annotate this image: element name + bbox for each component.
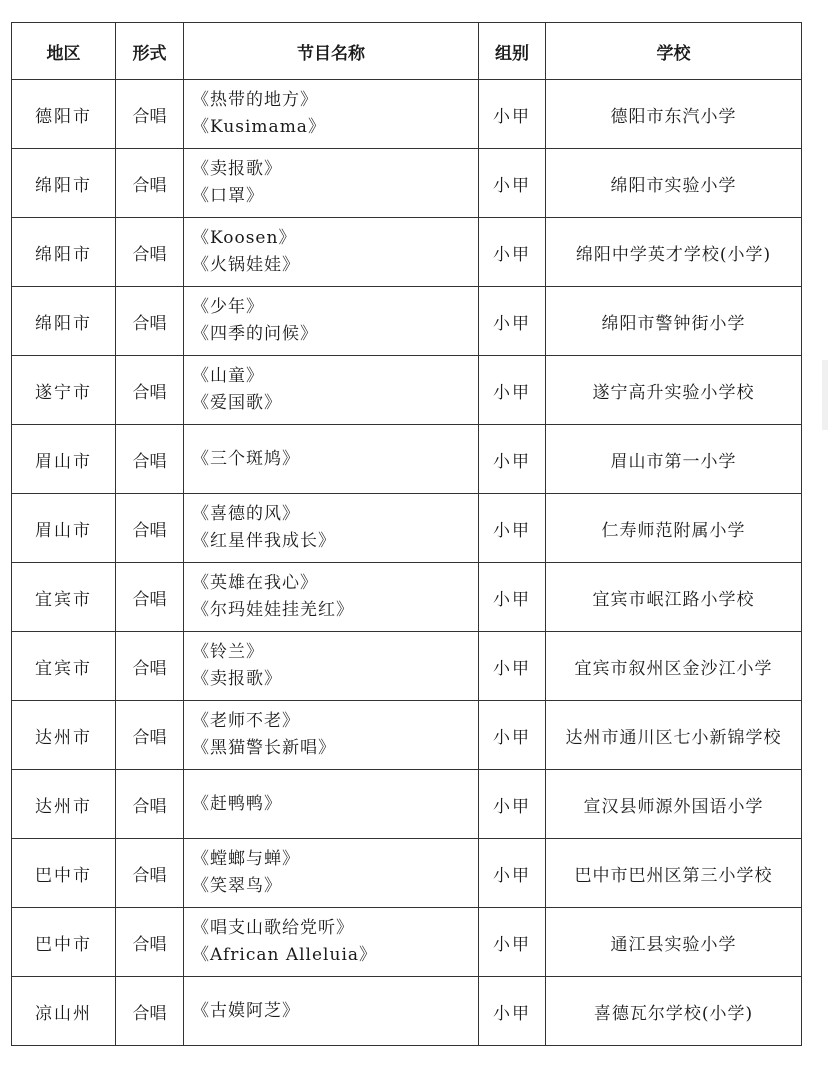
program-title: 《笑翠鸟》 bbox=[192, 876, 282, 896]
table-row bbox=[12, 80, 802, 149]
program-title: 《山童》 bbox=[192, 366, 264, 386]
cell-form: 合唱 bbox=[116, 425, 184, 494]
cell-region: 达州市 bbox=[12, 701, 116, 770]
cell-form: 合唱 bbox=[116, 287, 184, 356]
cell-form: 合唱 bbox=[116, 632, 184, 701]
cell-school: 宜宾市岷江路小学校 bbox=[546, 563, 802, 632]
table-row bbox=[12, 563, 802, 632]
cell-form: 合唱 bbox=[116, 701, 184, 770]
header-row bbox=[12, 23, 802, 80]
cell-group: 小甲 bbox=[479, 632, 546, 701]
cell-region: 宜宾市 bbox=[12, 563, 116, 632]
cell-group: 小甲 bbox=[479, 977, 546, 1046]
cell-program bbox=[184, 425, 479, 494]
cell-form: 合唱 bbox=[116, 80, 184, 149]
cell-group: 小甲 bbox=[479, 287, 546, 356]
cell-program bbox=[184, 701, 479, 770]
cell-school: 巴中市巴州区第三小学校 bbox=[546, 839, 802, 908]
cell-form: 合唱 bbox=[116, 494, 184, 563]
table-row bbox=[12, 839, 802, 908]
cell-school: 通江县实验小学 bbox=[546, 908, 802, 977]
program-title: 《火锅娃娃》 bbox=[192, 255, 300, 275]
cell-program bbox=[184, 356, 479, 425]
program-title: 《尔玛娃娃挂羌红》 bbox=[192, 600, 354, 620]
header-form: 形式 bbox=[116, 23, 184, 80]
cell-program bbox=[184, 149, 479, 218]
cell-group: 小甲 bbox=[479, 908, 546, 977]
program-title: 《Kusimama》 bbox=[192, 117, 326, 137]
program-title: 《英雄在我心》 bbox=[192, 573, 318, 593]
program-title: 《African Alleluia》 bbox=[192, 945, 378, 965]
table-row bbox=[12, 149, 802, 218]
cell-form: 合唱 bbox=[116, 218, 184, 287]
cell-program bbox=[184, 494, 479, 563]
cell-group: 小甲 bbox=[479, 563, 546, 632]
cell-school: 遂宁高升实验小学校 bbox=[546, 356, 802, 425]
header-school: 学校 bbox=[546, 23, 802, 80]
cell-region: 眉山市 bbox=[12, 425, 116, 494]
program-table-container bbox=[11, 22, 802, 1046]
cell-form: 合唱 bbox=[116, 977, 184, 1046]
cell-region: 宜宾市 bbox=[12, 632, 116, 701]
program-title: 《四季的问候》 bbox=[192, 324, 318, 344]
cell-school: 仁寿师范附属小学 bbox=[546, 494, 802, 563]
cell-group: 小甲 bbox=[479, 701, 546, 770]
program-title: 《三个斑鸠》 bbox=[192, 448, 300, 469]
program-title: 《黑猫警长新唱》 bbox=[192, 738, 336, 758]
cell-school: 宜宾市叙州区金沙江小学 bbox=[546, 632, 802, 701]
cell-program bbox=[184, 770, 479, 839]
program-title: 《古嫫阿芝》 bbox=[192, 1000, 300, 1021]
cell-school: 绵阳市警钟街小学 bbox=[546, 287, 802, 356]
cell-region: 巴中市 bbox=[12, 839, 116, 908]
table-row bbox=[12, 494, 802, 563]
cell-program bbox=[184, 287, 479, 356]
table-row bbox=[12, 770, 802, 839]
table-row bbox=[12, 977, 802, 1046]
table-row bbox=[12, 218, 802, 287]
table-row bbox=[12, 632, 802, 701]
cell-program bbox=[184, 977, 479, 1046]
program-title: 《铃兰》 bbox=[192, 642, 264, 662]
program-table bbox=[11, 22, 802, 1046]
cell-form: 合唱 bbox=[116, 839, 184, 908]
cell-group: 小甲 bbox=[479, 839, 546, 908]
cell-region: 凉山州 bbox=[12, 977, 116, 1046]
cell-form: 合唱 bbox=[116, 908, 184, 977]
table-row bbox=[12, 701, 802, 770]
page-edge-marker bbox=[822, 360, 828, 430]
header-program: 节目名称 bbox=[184, 23, 479, 80]
cell-region: 遂宁市 bbox=[12, 356, 116, 425]
cell-program bbox=[184, 563, 479, 632]
cell-program bbox=[184, 80, 479, 149]
table-row bbox=[12, 287, 802, 356]
program-title: 《赶鸭鸭》 bbox=[192, 793, 282, 814]
cell-region: 德阳市 bbox=[12, 80, 116, 149]
cell-group: 小甲 bbox=[479, 494, 546, 563]
program-title: 《喜德的风》 bbox=[192, 504, 300, 524]
cell-region: 绵阳市 bbox=[12, 218, 116, 287]
program-title: 《老师不老》 bbox=[192, 711, 300, 731]
cell-program bbox=[184, 908, 479, 977]
cell-region: 绵阳市 bbox=[12, 149, 116, 218]
cell-program bbox=[184, 839, 479, 908]
cell-form: 合唱 bbox=[116, 356, 184, 425]
cell-form: 合唱 bbox=[116, 563, 184, 632]
program-title: 《少年》 bbox=[192, 297, 264, 317]
cell-group: 小甲 bbox=[479, 425, 546, 494]
program-title: 《卖报歌》 bbox=[192, 159, 282, 179]
program-title: 《卖报歌》 bbox=[192, 669, 282, 689]
cell-school: 绵阳中学英才学校(小学) bbox=[546, 218, 802, 287]
program-title: 《红星伴我成长》 bbox=[192, 531, 336, 551]
program-title: 《唱支山歌给党听》 bbox=[192, 918, 354, 938]
cell-program bbox=[184, 218, 479, 287]
cell-group: 小甲 bbox=[479, 770, 546, 839]
table-row bbox=[12, 425, 802, 494]
program-title: 《爱国歌》 bbox=[192, 393, 282, 413]
header-region: 地区 bbox=[12, 23, 116, 80]
program-title: 《热带的地方》 bbox=[192, 90, 318, 110]
cell-school: 德阳市东汽小学 bbox=[546, 80, 802, 149]
cell-form: 合唱 bbox=[116, 149, 184, 218]
cell-region: 巴中市 bbox=[12, 908, 116, 977]
cell-group: 小甲 bbox=[479, 80, 546, 149]
cell-region: 达州市 bbox=[12, 770, 116, 839]
cell-school: 达州市通川区七小新锦学校 bbox=[546, 701, 802, 770]
table-row bbox=[12, 356, 802, 425]
header-group: 组别 bbox=[479, 23, 546, 80]
program-title: 《口罩》 bbox=[192, 186, 264, 206]
program-title: 《螳螂与蝉》 bbox=[192, 849, 300, 869]
cell-region: 绵阳市 bbox=[12, 287, 116, 356]
cell-school: 宣汉县师源外国语小学 bbox=[546, 770, 802, 839]
cell-group: 小甲 bbox=[479, 356, 546, 425]
cell-school: 绵阳市实验小学 bbox=[546, 149, 802, 218]
cell-program bbox=[184, 632, 479, 701]
cell-school: 喜德瓦尔学校(小学) bbox=[546, 977, 802, 1046]
cell-group: 小甲 bbox=[479, 218, 546, 287]
cell-school: 眉山市第一小学 bbox=[546, 425, 802, 494]
program-title: 《Koosen》 bbox=[192, 228, 297, 248]
table-row bbox=[12, 908, 802, 977]
cell-region: 眉山市 bbox=[12, 494, 116, 563]
cell-form: 合唱 bbox=[116, 770, 184, 839]
cell-group: 小甲 bbox=[479, 149, 546, 218]
